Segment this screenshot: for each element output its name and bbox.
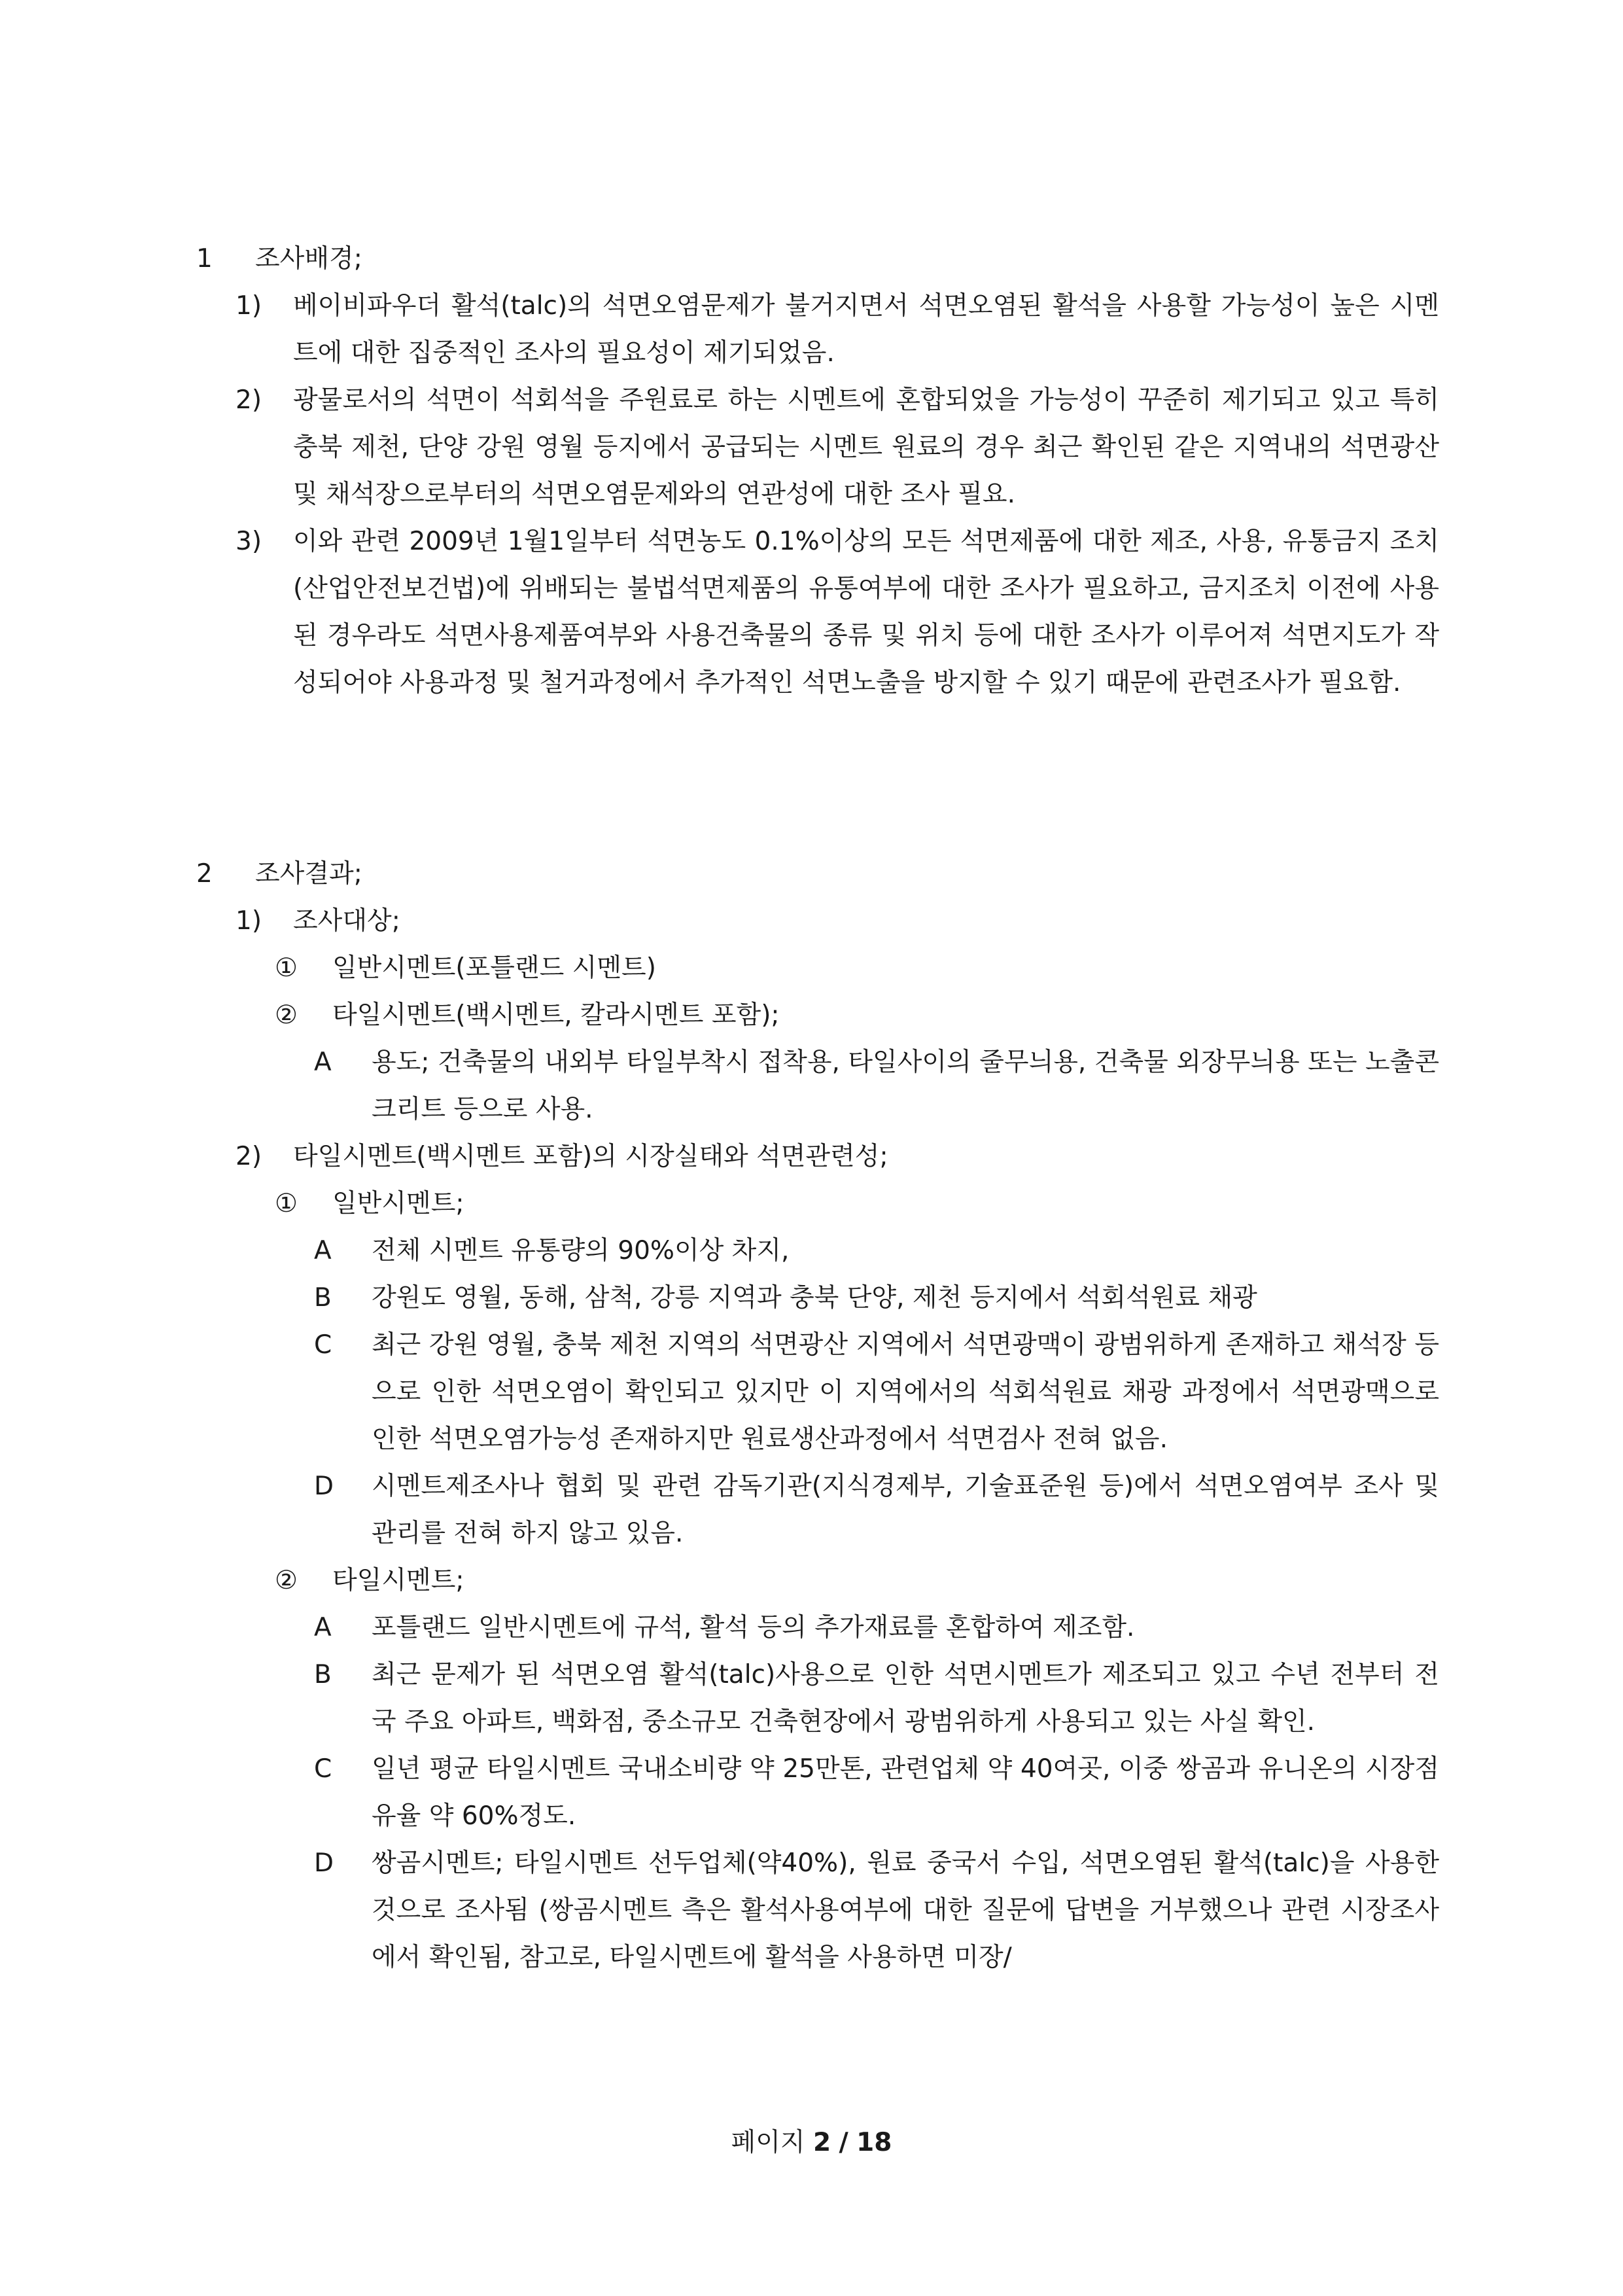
item-text: 일반시멘트;	[332, 1189, 464, 1218]
item-marker: D	[314, 1472, 334, 1501]
item-marker: 1)	[236, 906, 262, 936]
item-marker: B	[314, 1660, 332, 1689]
section-results	[196, 851, 1439, 1981]
list-item	[314, 1840, 1439, 1981]
item-marker: D	[314, 1848, 334, 1878]
item-text: 조사대상;	[293, 906, 400, 936]
list-item	[236, 1133, 1439, 1180]
list-item	[236, 518, 1439, 707]
section-title: 조사결과;	[255, 859, 362, 889]
item-marker: A	[314, 1048, 332, 1077]
list-item	[275, 945, 1439, 992]
page-number-footer	[0, 2123, 1623, 2163]
item-text: 포틀랜드 일반시멘트에 규석, 활석 등의 추가재료를 혼합하여 제조함.	[372, 1613, 1135, 1642]
item-marker: A	[314, 1236, 332, 1265]
list-item	[275, 1557, 1439, 1604]
item-marker: ①	[275, 1189, 298, 1218]
item-marker: 2)	[236, 1142, 262, 1171]
section-heading	[196, 851, 1439, 898]
section-title: 조사배경;	[255, 244, 362, 274]
section-heading	[196, 236, 1439, 283]
list-item	[314, 1604, 1439, 1651]
item-text: 타일시멘트(백시멘트 포함)의 시장실태와 석면관련성;	[293, 1142, 888, 1171]
item-marker: C	[314, 1754, 332, 1784]
page-current: 2	[812, 2128, 831, 2157]
item-text: 이와 관련 2009년 1월1일부터 석면농도 0.1%이상의 모든 석면제품에 대한 제조, 사용, 유통금지 조치(산업안전보건법)에 위배되는 불법석면제품의 유통여부에 대한 조사가 필요하고, 금지조치 이전에 사용된 경우라도 석면사용제품여부와 사용건축물의 종류 및 위치 등에 대한 조사가 이루어져 석면지도가 작성되어야 사용과정 및 철거과정에서 추가적인 석면노출을 방지할 수 있기 때문에 관련조사가 필요함.	[293, 527, 1439, 698]
page-label: 페이지	[731, 2128, 805, 2157]
list-item	[314, 1039, 1439, 1133]
list-item	[314, 1651, 1439, 1746]
list-item	[275, 992, 1439, 1039]
section-background	[196, 236, 1439, 707]
list-item	[275, 1180, 1439, 1227]
item-marker: A	[314, 1613, 332, 1642]
list-item	[314, 1322, 1439, 1463]
item-text: 타일시멘트(백시멘트, 칼라시멘트 포함);	[332, 1000, 780, 1030]
item-marker: C	[314, 1330, 332, 1360]
item-text: 타일시멘트;	[332, 1566, 464, 1595]
item-text: 일년 평균 타일시멘트 국내소비량 약 25만톤, 관련업체 약 40여곳, 이중 쌍곰과 유니온의 시장점유율 약 60%정도.	[372, 1754, 1439, 1831]
list-item	[236, 898, 1439, 945]
list-item	[314, 1463, 1439, 1557]
item-text: 광물로서의 석면이 석회석을 주원료로 하는 시멘트에 혼합되었을 가능성이 꾸준히 제기되고 있고 특히 충북 제천, 단양 강원 영월 등지에서 공급되는 시멘트 원료의 경우 최근 확인된 같은 지역내의 석면광산 및 채석장으로부터의 석면오염문제와의 연관성에 대한 조사 필요.	[293, 385, 1439, 509]
list-item	[314, 1227, 1439, 1275]
item-text: 일반시멘트(포틀랜드 시멘트)	[332, 953, 656, 983]
page-separator: /	[839, 2128, 848, 2157]
item-text: 강원도 영월, 동해, 삼척, 강릉 지역과 충북 단양, 제천 등지에서 석회석원료 채광	[372, 1283, 1257, 1313]
section-number: 2	[196, 859, 213, 889]
item-text: 용도; 건축물의 내외부 타일부착시 접착용, 타일사이의 줄무늬용, 건축물 외장무늬용 또는 노출콘크리트 등으로 사용.	[372, 1048, 1439, 1124]
item-text: 최근 강원 영월, 충북 제천 지역의 석면광산 지역에서 석면광맥이 광범위하게 존재하고 채석장 등으로 인한 석면오염이 확인되고 있지만 이 지역에서의 석회석원료 채광 과정에서 석면광맥으로 인한 석면오염가능성 존재하지만 원료생산과정에서 석면검사 전혀 없음.	[372, 1330, 1439, 1454]
item-marker: B	[314, 1283, 332, 1313]
list-item	[314, 1746, 1439, 1840]
item-marker: ②	[275, 1566, 298, 1595]
item-text: 전체 시멘트 유통량의 90%이상 차지,	[372, 1236, 790, 1265]
section-number: 1	[196, 244, 213, 274]
list-item	[314, 1275, 1439, 1322]
item-text: 베이비파우더 활석(talc)의 석면오염문제가 불거지면서 석면오염된 활석을 사용할 가능성이 높은 시멘트에 대한 집중적인 조사의 필요성이 제기되었음.	[293, 291, 1439, 368]
item-text: 최근 문제가 된 석면오염 활석(talc)사용으로 인한 석면시멘트가 제조되고 있고 수년 전부터 전국 주요 아파트, 백화점, 중소규모 건축현장에서 광범위하게 사용되고 있는 사실 확인.	[372, 1660, 1439, 1737]
item-marker: ②	[275, 1000, 298, 1030]
item-marker: 3)	[236, 527, 262, 556]
item-marker: ①	[275, 953, 298, 983]
page-total: 18	[856, 2128, 892, 2157]
item-marker: 2)	[236, 385, 262, 415]
list-item	[236, 377, 1439, 518]
item-text: 쌍곰시멘트; 타일시멘트 선두업체(약40%), 원료 중국서 수입, 석면오염된 활석(talc)을 사용한 것으로 조사됨 (쌍곰시멘트 측은 활석사용여부에 대한 질문에 답변을 거부했으나 관련 시장조사에서 확인됨, 참고로, 타일시멘트에 활석을 사용하면 미장/	[372, 1848, 1439, 1972]
list-item	[236, 283, 1439, 377]
item-text: 시멘트제조사나 협회 및 관련 감독기관(지식경제부, 기술표준원 등)에서 석면오염여부 조사 및 관리를 전혀 하지 않고 있음.	[372, 1472, 1439, 1548]
item-marker: 1)	[236, 291, 262, 321]
